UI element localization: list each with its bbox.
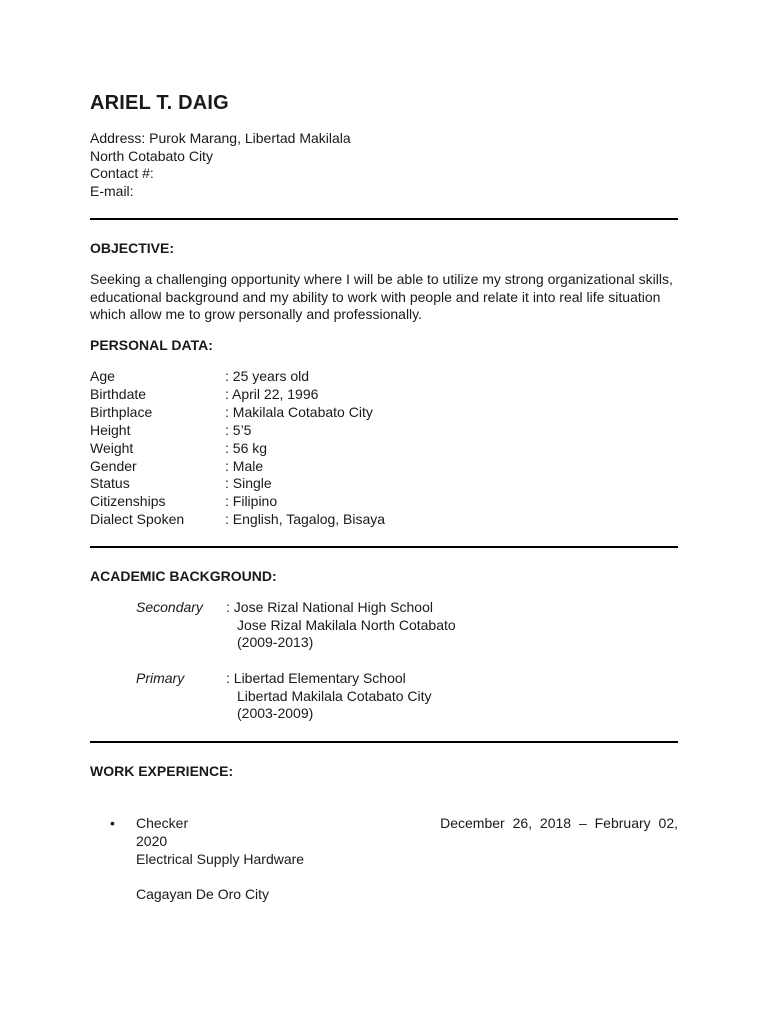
personal-data-row <box>90 368 385 386</box>
personal-data-value: : April 22, 1996 <box>225 385 319 402</box>
academic-level: Secondary <box>136 599 203 615</box>
personal-data-row <box>90 475 385 493</box>
personal-data-row <box>90 386 385 404</box>
academic-level: Primary <box>136 670 185 686</box>
divider-rule <box>90 546 678 548</box>
applicant-name: ARIEL T. DAIG <box>90 92 229 114</box>
academic-heading: ACADEMIC BACKGROUND: <box>90 568 277 584</box>
personal-data-row <box>90 511 385 529</box>
personal-data-label: Gender <box>90 457 137 474</box>
objective-heading: OBJECTIVE: <box>90 240 175 256</box>
work-experience-heading: WORK EXPERIENCE: <box>90 763 234 779</box>
personal-data-value: : Filipino <box>225 493 278 510</box>
job-location: Cagayan De Oro City <box>136 886 270 903</box>
contact-number: Contact #: <box>90 165 154 181</box>
personal-data-value: : English, Tagalog, Bisaya <box>225 511 386 528</box>
personal-data-list <box>90 368 385 529</box>
personal-data-label: Dialect Spoken <box>90 511 185 528</box>
personal-data-row <box>90 440 385 458</box>
personal-data-row <box>90 493 385 511</box>
academic-school: : Libertad Elementary School <box>226 670 406 686</box>
personal-data-value: : 5’5 <box>225 421 252 438</box>
personal-data-row <box>90 422 385 440</box>
personal-data-row <box>90 458 385 476</box>
job-dates: December 26, 2018 – February 02, <box>440 815 678 831</box>
personal-data-value: : Single <box>225 475 272 492</box>
bullet-icon: • <box>110 815 115 831</box>
contact-block <box>90 130 351 200</box>
academic-location: Jose Rizal Makilala North Cotabato <box>237 616 456 633</box>
personal-data-heading: PERSONAL DATA: <box>90 337 213 353</box>
address-line-1: Address: Purok Marang, Libertad Makilala <box>90 130 351 146</box>
personal-data-label: Birthplace <box>90 403 153 420</box>
job-company: Electrical Supply Hardware <box>136 850 305 867</box>
objective-text: Seeking a challenging opportunity where I will be able to utilize my strong organizational skills, educational background and my ability to work with people and relate it into real life situation which allow me to grow personally and professionally. <box>90 271 673 322</box>
personal-data-value: : Makilala Cotabato City <box>225 403 373 420</box>
email-address: E-mail: <box>90 182 134 199</box>
personal-data-label: Birthdate <box>90 385 147 402</box>
divider-rule <box>90 741 678 743</box>
academic-entry-primary <box>136 670 432 723</box>
personal-data-label: Height <box>90 421 131 438</box>
resume-page <box>90 0 678 1024</box>
academic-years: (2003-2009) <box>237 705 314 721</box>
personal-data-value: : 25 years old <box>225 368 310 384</box>
academic-entry-secondary <box>136 599 456 652</box>
academic-school: : Jose Rizal National High School <box>226 599 433 615</box>
personal-data-value: : Male <box>225 457 264 474</box>
divider-rule <box>90 218 678 220</box>
job-dates-continued: 2020 <box>136 832 168 849</box>
personal-data-row <box>90 404 385 422</box>
job-title: Checker <box>136 815 189 831</box>
personal-data-label: Age <box>90 368 115 384</box>
personal-data-label: Citizenships <box>90 493 166 510</box>
academic-years: (2009-2013) <box>237 634 314 650</box>
address-line-2: North Cotabato City <box>90 147 213 164</box>
academic-location: Libertad Makilala Cotabato City <box>237 687 432 704</box>
personal-data-label: Status <box>90 475 130 492</box>
personal-data-label: Weight <box>90 439 134 456</box>
personal-data-value: : 56 kg <box>225 439 268 456</box>
